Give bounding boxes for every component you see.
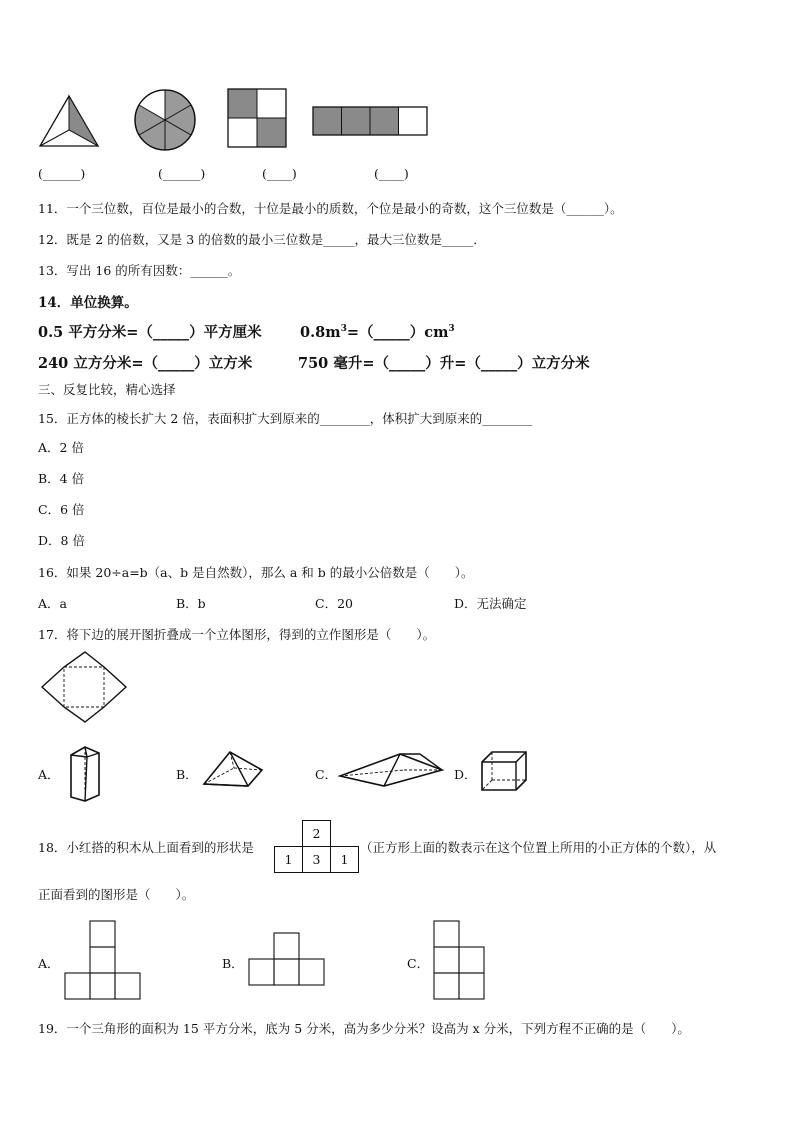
q17-option-d-figure[interactable] [478, 750, 530, 792]
q17-option-c-label[interactable]: C． [315, 767, 338, 782]
question-12: 12．既是 2 的倍数，又是 3 的倍数的最小三位数是_____，最大三位数是_____． [38, 232, 486, 247]
question-14: 14．单位换算。 [38, 295, 138, 311]
q18-option-c-label[interactable]: C． [407, 956, 430, 971]
blank-figure-3: (____) [262, 166, 297, 181]
top-view-grid [274, 820, 358, 872]
question-13: 13．写出 16 的所有因数：______。 [38, 263, 241, 278]
question-15: 15．正方体的棱长扩大 2 倍，表面积扩大到原来的________，体积扩大到原来的________ [38, 411, 533, 426]
question-11: 11．一个三位数，百位是最小的合数，十位是最小的质数，个位是最小的奇数，这个三位数是（______）。 [38, 201, 623, 216]
q17-option-d-label[interactable]: D． [454, 767, 477, 782]
q18-option-c-figure[interactable] [433, 920, 487, 1000]
question-19: 19．一个三角形的面积为 15 平方分米，底为 5 分米，高为多少分米？设高为 x 分米，下列方程不正确的是（ ）。 [38, 1021, 690, 1036]
shaded-square-grid-figure [227, 88, 287, 148]
section-heading-3: 三、反复比较，精心选择 [38, 382, 176, 397]
shaded-circle-figure [133, 88, 197, 152]
unit-conversion-3: 240 立方分米=（_____）立方米 [38, 355, 253, 372]
question-17: 17．将下边的展开图折叠成一个立体图形，得到的立作图形是（ ）。 [38, 627, 436, 642]
blank-figure-2: (______) [158, 166, 206, 181]
q17-option-a-figure[interactable] [65, 745, 105, 803]
q17-option-a-label[interactable]: A． [38, 767, 60, 782]
q18-option-a-figure[interactable] [64, 920, 142, 1000]
blank-figure-1: (______) [38, 166, 86, 181]
blank-figure-4: (____) [374, 166, 409, 181]
unit-conversion-1: 0.5 平方分米=（_____）平方厘米 [38, 324, 262, 341]
question-18-suffix: （正方形上面的数表示在这个位置上所用的小正方体的个数），从 [360, 840, 717, 855]
net-unfolded-figure [40, 650, 128, 724]
q16-option-a[interactable]: A．a [38, 596, 67, 611]
q18-option-b-label[interactable]: B． [222, 956, 244, 971]
grid-cell: 1 [330, 846, 359, 873]
shaded-bar-figure [312, 106, 428, 136]
question-18-line2: 正面看到的图形是（ ）。 [38, 887, 195, 902]
question-18-prefix: 18．小红搭的积木从上面看到的形状是 [38, 840, 254, 855]
q15-option-a[interactable]: A．2 倍 [38, 440, 84, 455]
shaded-triangle-figure [38, 94, 100, 148]
q15-option-b[interactable]: B．4 倍 [38, 471, 85, 486]
unit-conversion-2: $0.8m^3=(\_\_\_\_\_)cm^3$ [300, 324, 455, 341]
q17-option-b-figure[interactable] [200, 750, 266, 790]
q18-option-b-figure[interactable] [248, 932, 326, 986]
q18-option-a-label[interactable]: A． [38, 956, 60, 971]
q17-option-c-figure[interactable] [338, 750, 444, 788]
grid-cell: 2 [302, 820, 331, 847]
question-16: 16．如果 20÷a=b（a、b 是自然数），那么 a 和 b 的最小公倍数是（ ）。 [38, 565, 474, 580]
q17-option-b-label[interactable]: B． [176, 767, 198, 782]
q16-option-d[interactable]: D．无法确定 [454, 596, 527, 611]
q15-option-c[interactable]: C．6 倍 [38, 502, 85, 517]
unit-conversion-4: 750 毫升=（_____）升=（_____）立方分米 [298, 355, 590, 372]
q16-option-c[interactable]: C．20 [315, 596, 353, 611]
grid-cell: 1 [274, 846, 303, 873]
q15-option-d[interactable]: D．8 倍 [38, 533, 85, 548]
q16-option-b[interactable]: B．b [176, 596, 206, 611]
grid-cell: 3 [302, 846, 331, 873]
